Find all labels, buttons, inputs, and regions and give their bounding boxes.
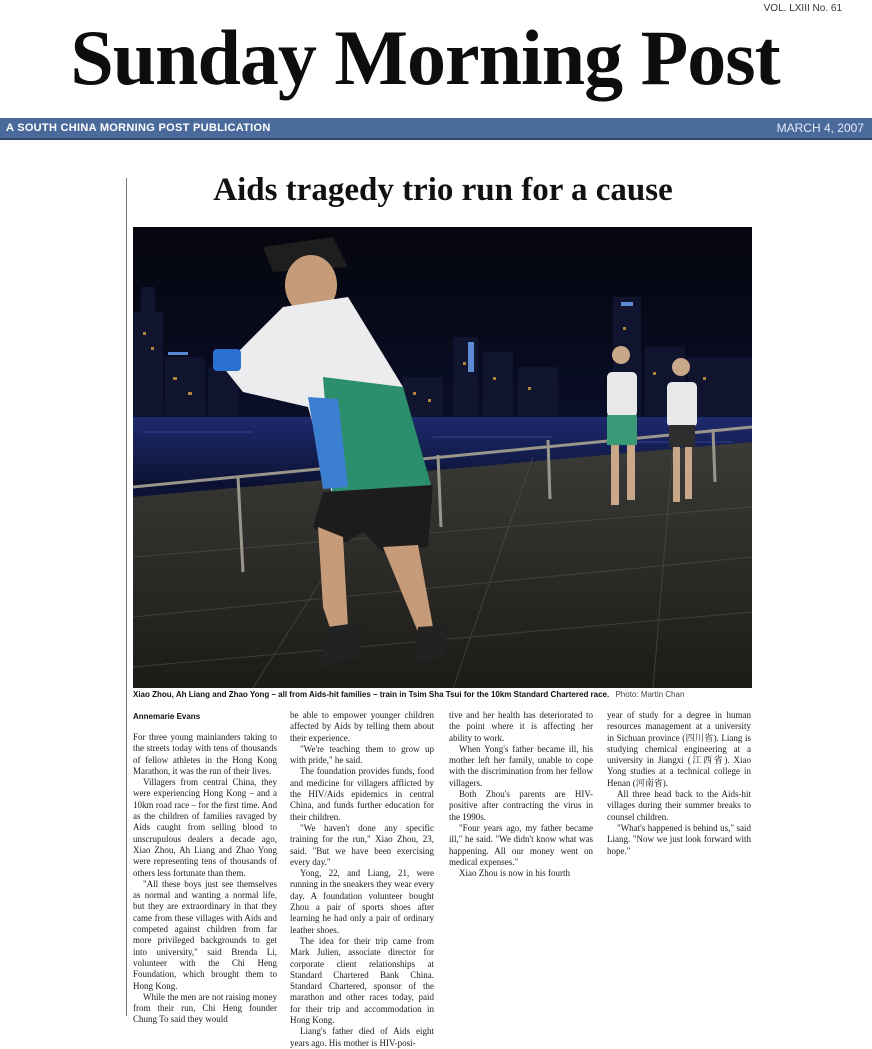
paragraph: The foundation provides funds, food and medicine for villagers afflicted by the HIV/Aids epidemics in central China, and funds further education for their children. <box>290 766 434 822</box>
issue-date: MARCH 4, 2007 <box>776 121 864 135</box>
paragraph: "We're teaching them to grow up with pride," he said. <box>290 743 434 766</box>
volume-number: VOL. LXIII No. 61 <box>763 3 842 14</box>
article-column-3 <box>449 710 593 879</box>
paragraph: "We haven't done any specific training for the run," Xiao Zhou, 23, said. "But we have been exercising every day." <box>290 822 434 867</box>
paragraph: Yong, 22, and Liang, 21, were running in the sneakers they wear every day. A foundation volunteer bought Zhou a pair of sports shoes after learning he had only a pair of ordinary leather shoes. <box>290 868 434 935</box>
article-headline: Aids tragedy trio run for a cause <box>213 172 673 208</box>
paragraph: When Yong's father became ill, his mother left her family, unable to cope with the discrimination from her fellow villagers. <box>449 743 593 788</box>
paragraph: tive and her health has deteriorated to the point where it is affecting her ability to work. <box>449 710 593 743</box>
article-photo <box>133 227 752 688</box>
photo-credit: Photo: Martin Chan <box>615 690 685 699</box>
newspaper-masthead: Sunday Morning Post <box>70 14 780 101</box>
column-rule <box>126 178 127 1016</box>
article-byline: Annemarie Evans <box>133 712 201 721</box>
paragraph: While the men are not raising money from their run, Chi Heng founder Chung To said they would <box>133 991 277 1025</box>
paragraph: All three head back to the Aids-hit villages during their summer breaks to counsel children. <box>607 789 751 822</box>
publication-bar <box>0 118 872 140</box>
publication-label: A SOUTH CHINA MORNING POST PUBLICATION <box>6 122 271 134</box>
photo-caption <box>133 689 773 701</box>
paragraph: "What's happened is behind us," said Liang. "Now we just look forward with hope." <box>607 822 751 856</box>
paragraph: Liang's father died of Aids eight years ago. His mother is HIV-posi- <box>290 1026 434 1048</box>
paragraph: "Four years ago, my father became ill," he said. "We didn't know what was happening. All our money went on medical expenses." <box>449 822 593 867</box>
paragraph: Villagers from central China, they were experiencing Hong Kong – and a 10km road race – for the first time. And as the children of families ravaged by Aids caught from selling blood to unscrupulous dealers a decade ago, Xiao Zhou, Ah Liang and Zhao Yong were representing tens of thousands of others less fortunate than them. <box>133 777 277 878</box>
article-column-4 <box>607 710 751 857</box>
paragraph: For three young mainlanders taking to the streets today with tens of thousands of fellow athletes in the Hong Kong Marathon, it was the run of their lives. <box>133 732 277 776</box>
caption-text: Xiao Zhou, Ah Liang and Zhao Yong – all from Aids-hit families – train in Tsim Sha Tsui for the 10km Standard Chartered race. <box>133 690 610 699</box>
paragraph: year of study for a degree in human resources management at a university in Sichuan province (四川省). Liang is studying chemical engineering at a university in Jiangxi (江西省). Xiao Yong studies at a technical college in Henan (河南省). <box>607 710 751 788</box>
paragraph: Both Zhou's parents are HIV-positive after contracting the virus in the 1990s. <box>449 789 593 822</box>
paragraph: "All these boys just see themselves as normal and wanting a normal life, but they are extraordinary in that they came from these villages with Aids and competed against children from far more privileged backgrounds to get into university," said Brenda Li, volunteer with the Chi Heng Foundation, which brought them to Hong Kong. <box>133 878 277 991</box>
paragraph: Xiao Zhou is now in his fourth <box>459 868 570 879</box>
paragraph: be able to empower younger children affected by Aids by telling them about their experience. <box>290 710 434 743</box>
paragraph: The idea for their trip came from Mark Julien, associate director for corporate client relationships at Standard Chartered Bank China. Standard Chartered, sponsor of the marathon and other races today, paid for their trip and accommodation in Hong Kong. <box>290 935 434 1026</box>
article-column-2 <box>290 710 434 1049</box>
runners-night-photo <box>133 227 752 688</box>
article-column-1 <box>133 732 277 1026</box>
